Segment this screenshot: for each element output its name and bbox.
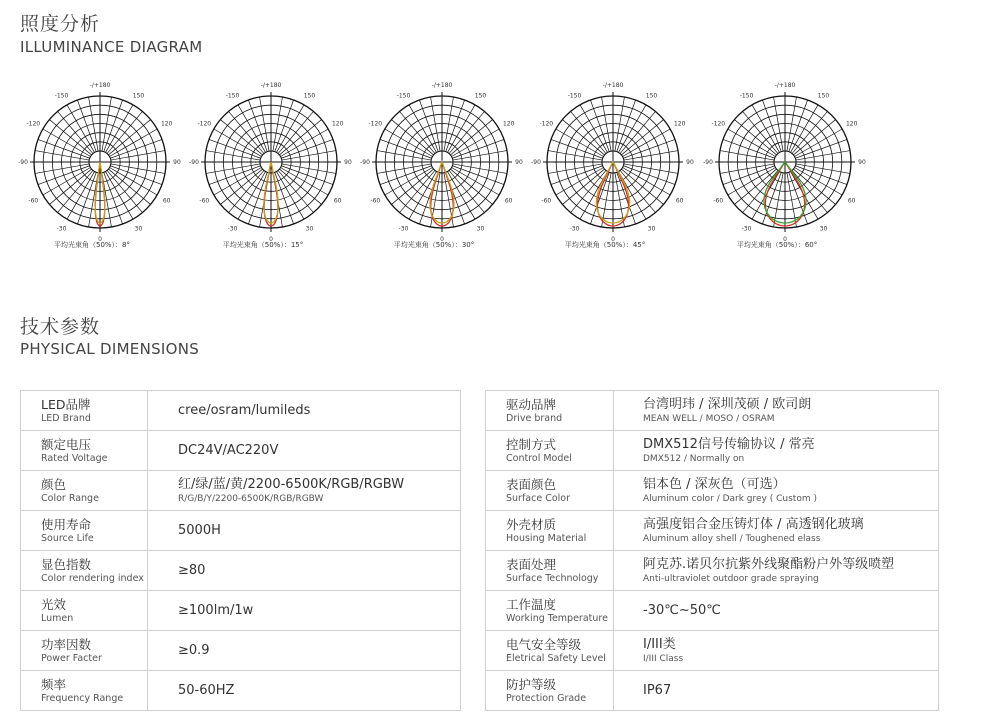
table-row — [21, 591, 461, 631]
angle-label: -150 — [396, 92, 411, 100]
table-row — [21, 511, 461, 551]
angle-label: -120 — [711, 120, 726, 128]
angle-label: -150 — [739, 92, 754, 100]
spec-table-right — [485, 390, 939, 711]
row-value — [148, 591, 461, 631]
value-sub: Aluminum alloy shell / Toughened elass — [643, 533, 821, 544]
row-label — [21, 591, 148, 631]
label-cn: 使用寿命 — [41, 516, 92, 532]
row-value — [614, 671, 939, 711]
label-en: Protection Grade — [506, 692, 587, 704]
angle-label: 30 — [476, 225, 485, 233]
angle-label: 90 — [173, 159, 181, 166]
angle-label: 90 — [686, 159, 694, 166]
polar-diagram — [354, 82, 523, 258]
row-value — [614, 591, 939, 631]
angle-label: -120 — [26, 120, 41, 128]
angle-label: 60 — [675, 197, 684, 205]
angle-label: -30 — [741, 225, 752, 233]
polar-diagram — [183, 82, 352, 258]
table-row — [486, 471, 939, 511]
angle-label: -120 — [197, 120, 212, 128]
row-value — [614, 431, 939, 471]
label-en: Housing Material — [506, 532, 587, 544]
angle-label: -60 — [370, 197, 381, 205]
angle-label: 90 — [858, 159, 866, 166]
value-sub: I/III Class — [643, 653, 684, 664]
label-cn: 表面处理 — [506, 556, 557, 572]
angle-label: 30 — [647, 225, 656, 233]
angle-label: 60 — [162, 197, 171, 205]
angle-label: 120 — [160, 120, 173, 128]
physical-title-en: PHYSICAL DIMENSIONS — [20, 340, 200, 358]
row-label — [21, 631, 148, 671]
angle-label: -150 — [567, 92, 582, 100]
angle-label: -60 — [199, 197, 210, 205]
angle-label: -30 — [227, 225, 238, 233]
label-en: Surface Technology — [506, 572, 599, 584]
value-main: ≥0.9 — [178, 642, 210, 658]
angle-label: -120 — [368, 120, 383, 128]
polar-chart-svg — [525, 82, 694, 243]
angle-label: 0 — [783, 236, 787, 243]
angle-label: 30 — [134, 225, 143, 233]
angle-label: 30 — [305, 225, 314, 233]
angle-label: -60 — [541, 197, 552, 205]
polar-chart-svg — [183, 82, 352, 243]
table-row — [21, 431, 461, 471]
row-value — [148, 391, 461, 431]
label-en: Eletrical Safety Level — [506, 652, 606, 664]
value-main: cree/osram/lumileds — [178, 402, 311, 418]
row-label — [486, 551, 614, 591]
label-cn: 颜色 — [41, 476, 67, 492]
beam-angle-caption: 平均光束角（50%）：30° — [393, 241, 475, 249]
row-label — [486, 631, 614, 671]
angle-label: 120 — [502, 120, 515, 128]
row-label — [486, 391, 614, 431]
label-en: Source Life — [41, 532, 94, 544]
row-value — [614, 471, 939, 511]
row-value — [148, 551, 461, 591]
label-en: Control Model — [506, 452, 572, 464]
angle-label: 150 — [303, 92, 316, 100]
illuminance-title-cn: 照度分析 — [20, 13, 101, 35]
beam-angle-caption: 平均光束角（50%）：15° — [222, 241, 304, 249]
row-value — [148, 671, 461, 711]
beam-angle-caption: 平均光束角（50%）：8° — [53, 241, 130, 249]
label-en: Color Range — [41, 492, 99, 504]
table-row — [486, 591, 939, 631]
label-en: Color rendering index — [41, 572, 144, 584]
table-row — [21, 471, 461, 511]
row-value — [614, 511, 939, 551]
angle-label: 150 — [817, 92, 830, 100]
value-main: 阿克苏.诺贝尔抗紫外线聚酯粉户外等级喷塑 — [643, 556, 895, 572]
table-row — [486, 551, 939, 591]
physical-title-cn: 技术参数 — [20, 316, 101, 338]
value-main: ≥80 — [178, 562, 206, 578]
value-main: I/III类 — [643, 636, 676, 652]
angle-label: 120 — [845, 120, 858, 128]
row-value — [614, 391, 939, 431]
angle-label: -30 — [56, 225, 67, 233]
row-label — [486, 591, 614, 631]
angle-label: -/+180 — [260, 82, 282, 89]
row-value — [148, 631, 461, 671]
polar-diagram — [525, 82, 694, 258]
table-row — [486, 511, 939, 551]
value-sub: MEAN WELL / MOSO / OSRAM — [643, 413, 775, 424]
polar-chart-svg — [354, 82, 523, 243]
angle-label: -30 — [398, 225, 409, 233]
angle-label: -/+180 — [774, 82, 796, 89]
row-label — [486, 471, 614, 511]
label-cn: 防护等级 — [506, 676, 557, 692]
label-en: Lumen — [41, 612, 74, 624]
angle-label: 60 — [847, 197, 856, 205]
angle-label: 120 — [673, 120, 686, 128]
value-sub: Aluminum color / Dark grey ( Custom ) — [643, 493, 817, 504]
angle-label: -90 — [18, 159, 28, 166]
row-label — [21, 431, 148, 471]
angle-label: -150 — [54, 92, 69, 100]
table-row — [486, 431, 939, 471]
angle-label: 150 — [132, 92, 145, 100]
spec-table-left — [20, 390, 461, 711]
label-cn: LED品牌 — [41, 396, 91, 412]
label-cn: 表面颜色 — [506, 476, 557, 492]
value-sub: DMX512 / Normally on — [643, 453, 745, 464]
angle-label: 0 — [611, 236, 615, 243]
label-cn: 控制方式 — [506, 436, 557, 452]
polar-chart-svg — [697, 82, 866, 243]
row-label — [21, 671, 148, 711]
label-cn: 工作温度 — [506, 596, 557, 612]
angle-label: 0 — [269, 236, 273, 243]
angle-label: 60 — [333, 197, 342, 205]
value-main: DMX512信号传输协议 / 常亮 — [643, 436, 815, 452]
row-label — [486, 431, 614, 471]
angle-label: 0 — [440, 236, 444, 243]
value-main: 红/绿/蓝/黄/2200-6500K/RGB/RGBW — [178, 476, 405, 492]
value-sub: R/G/B/Y/2200-6500K/RGB/RGBW — [178, 493, 324, 504]
angle-label: 60 — [504, 197, 513, 205]
illuminance-title-en: ILLUMINANCE DIAGRAM — [20, 38, 203, 56]
label-cn: 驱动品牌 — [506, 396, 557, 412]
row-label — [21, 511, 148, 551]
label-cn: 额定电压 — [41, 436, 92, 452]
row-value — [148, 431, 461, 471]
row-label — [486, 511, 614, 551]
angle-label: 30 — [819, 225, 828, 233]
value-main: 5000H — [178, 522, 221, 538]
value-main: 50-60HZ — [178, 682, 235, 698]
value-sub: Anti-ultraviolet outdoor grade spraying — [643, 573, 819, 584]
angle-label: 90 — [515, 159, 523, 166]
label-en: Drive brand — [506, 412, 563, 424]
polar-diagram — [12, 82, 181, 258]
beam-angle-caption: 平均光束角（50%）：45° — [564, 241, 646, 249]
row-label — [486, 671, 614, 711]
label-cn: 频率 — [41, 676, 67, 692]
polar-diagram — [697, 82, 866, 258]
row-label — [21, 391, 148, 431]
row-label — [21, 471, 148, 511]
label-en: Surface Color — [506, 492, 571, 504]
angle-label: 0 — [98, 236, 102, 243]
row-label — [21, 551, 148, 591]
value-main: DC24V/AC220V — [178, 442, 279, 458]
angle-label: -90 — [703, 159, 713, 166]
value-main: -30℃~50℃ — [643, 602, 721, 618]
table-row — [486, 631, 939, 671]
row-value — [614, 551, 939, 591]
angle-label: -60 — [28, 197, 39, 205]
value-main: 高强度铝合金压铸灯体 / 高透钢化玻璃 — [643, 516, 864, 532]
table-row — [21, 391, 461, 431]
angle-label: -90 — [531, 159, 541, 166]
angle-label: -150 — [225, 92, 240, 100]
row-value — [148, 471, 461, 511]
angle-label: -/+180 — [89, 82, 111, 89]
label-cn: 电气安全等级 — [506, 636, 582, 652]
angle-label: -30 — [569, 225, 580, 233]
table-row — [21, 551, 461, 591]
label-en: Power Facter — [41, 652, 102, 664]
table-row — [21, 671, 461, 711]
angle-label: -120 — [539, 120, 554, 128]
angle-label: 120 — [331, 120, 344, 128]
value-main: ≥100lm/1w — [178, 602, 254, 618]
angle-label: -/+180 — [602, 82, 624, 89]
angle-label: -90 — [360, 159, 370, 166]
angle-label: 150 — [474, 92, 487, 100]
table-row — [486, 671, 939, 711]
value-main: 铝本色 / 深灰色（可选） — [643, 476, 786, 492]
label-en: LED Brand — [41, 412, 91, 424]
label-en: Frequency Range — [41, 692, 124, 704]
label-cn: 外壳材质 — [506, 516, 557, 532]
polar-chart-svg — [12, 82, 181, 243]
label-en: Rated Voltage — [41, 452, 108, 464]
label-en: Working Temperature — [506, 612, 608, 624]
value-main: IP67 — [643, 682, 672, 698]
label-cn: 显色指数 — [41, 556, 92, 572]
angle-label: 150 — [645, 92, 658, 100]
value-main: 台湾明玮 / 深圳茂硕 / 欧司朗 — [643, 396, 812, 412]
angle-label: 90 — [344, 159, 352, 166]
angle-label: -90 — [189, 159, 199, 166]
angle-label: -60 — [713, 197, 724, 205]
row-value — [614, 631, 939, 671]
angle-label: -/+180 — [431, 82, 453, 89]
label-cn: 功率因数 — [41, 636, 92, 652]
beam-angle-caption: 平均光束角（50%）：60° — [736, 241, 818, 249]
table-row — [486, 391, 939, 431]
table-row — [21, 631, 461, 671]
label-cn: 光效 — [41, 596, 67, 612]
row-value — [148, 511, 461, 551]
